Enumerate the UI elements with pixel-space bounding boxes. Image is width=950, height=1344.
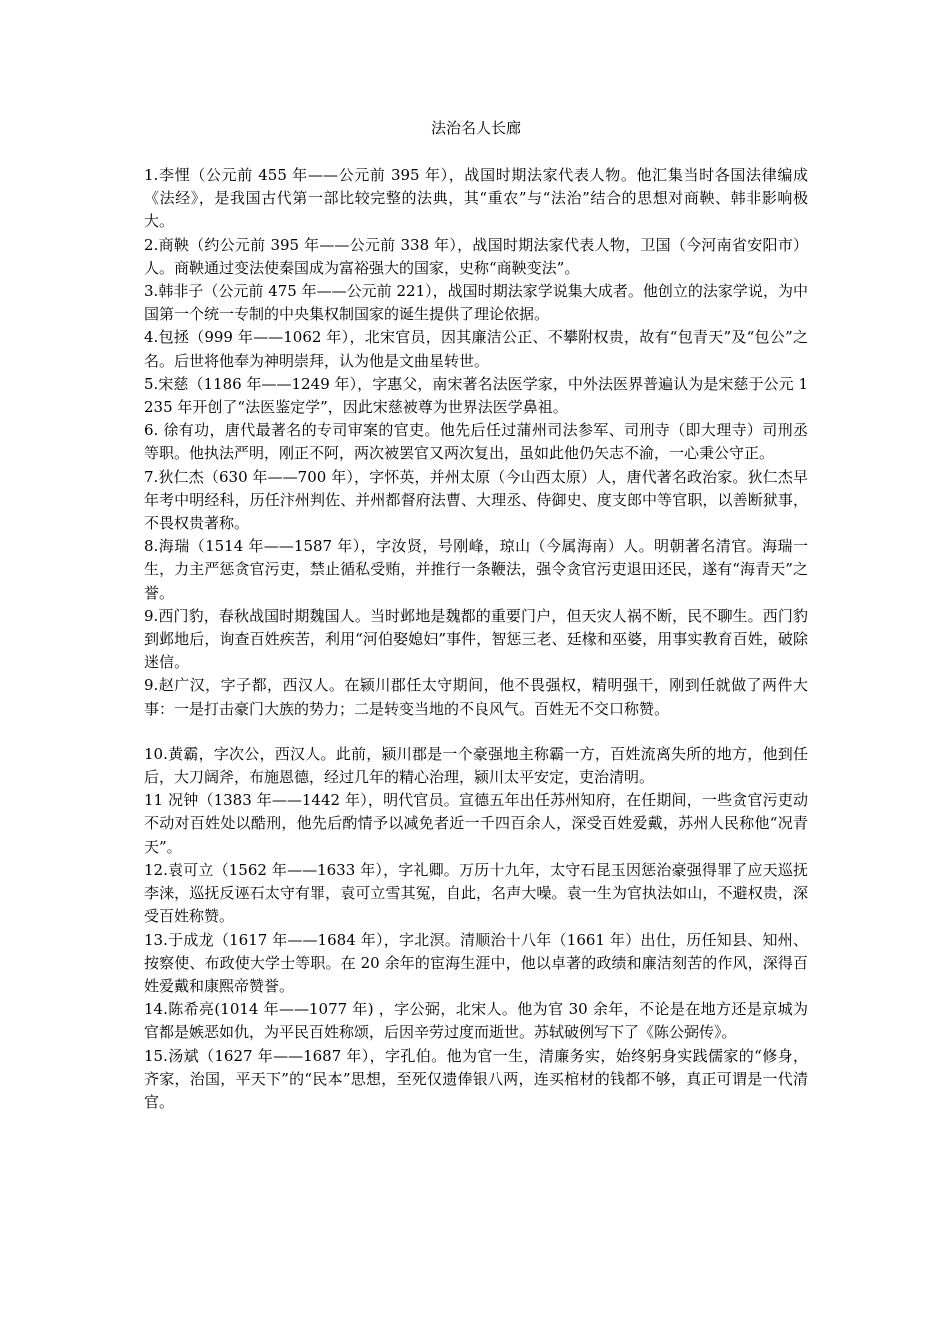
entry-kuang-zhong: 11 况钟（1383 年——1442 年），明代官员。宣德五年出任苏州知府，在任期间，一些贪官污吏动不动对百姓处以酷刑，他先后酌情予以减免者近一千四百余人，深受百姓爱戴，苏州人民称他“况青天”。 <box>144 791 808 856</box>
entry-xu-yougong: 6. 徐有功，唐代最著名的专司审案的官吏。他先后任过蒲州司法参军、司刑寺（即大理寺）司刑丞等职。他执法严明，刚正不阿，两次被罢官又两次复出，虽如此他仍矢志不渝，一心秉公守正。 <box>144 421 808 463</box>
entry-han-feizi: 3.韩非子（公元前 475 年——公元前 221），战国时期法家学说集大成者。他创立的法家学说，为中国第一个统一专制的中央集权制国家的诞生提供了理论依据。 <box>144 282 808 324</box>
entry-yuan-keli: 12.袁可立（1562 年——1633 年），字礼卿。万历十九年，太守石昆玉因惩治豪强得罪了应天巡抚李涞，巡抚反诬石太守有罪，袁可立雪其冤，自此，名声大噪。袁一生为官执法如山，不避权贵，深受百姓称赞。 <box>144 860 808 926</box>
entry-li-kui: 1.李悝（公元前 455 年——公元前 395 年），战国时期法家代表人物。他汇集当时各国法律编成《法经》，是我国古代第一部比较完整的法典，其“重农”与“法治”结合的思想对商鞅、韩非影响极大。 <box>144 166 808 231</box>
entry-list <box>144 164 808 1114</box>
entry-hai-rui: 8.海瑞（1514 年——1587 年），字汝贤，号刚峰，琼山（今属海南）人。明朝著名清官。海瑞一生，力主严惩贪官污吏，禁止循私受贿，并推行一条鞭法，强令贪官污吏退田还民，遂有“海青天”之誉。 <box>144 537 808 602</box>
entry-yu-chenglong: 13.于成龙（1617 年——1684 年），字北溟。清顺治十八年（1661 年）出仕，历任知县、知州、按察使、布政使大学士等职。在 20 余年的宦海生涯中，他以卓著的政绩和廉洁刻苦的作风，深得百姓爱戴和康熙帝赞誉。 <box>144 930 808 995</box>
entry-huang-ba: 10.黄霸，字次公，西汉人。此前，颍川郡是一个豪强地主称霸一方，百姓流离失所的地方，他到任后，大刀阔斧，布施恩德，经过几年的精心治理，颍川太平安定，吏治清明。 <box>144 744 808 787</box>
entry-ximen-bao: 9.西门豹，春秋战国时期魏国人。当时邺地是魏都的重要门户，但天灾人祸不断，民不聊生。西门豹到邺地后，询查百姓疾苦，利用“河伯娶媳妇”事件，智惩三老、廷椽和巫婆，用事实教育百姓，破除迷信。 <box>144 606 808 672</box>
entry-zhao-guanghan: 9.赵广汉，字子都，西汉人。在颍川郡任太守期间，他不畏强权，精明强干，刚到任就做了两件大事：一是打击豪门大族的势力；二是转变当地的不良风气。百姓无不交口称赞。 <box>144 676 808 718</box>
entry-di-renjie: 7.狄仁杰（630 年——700 年），字怀英，并州太原（今山西太原）人，唐代著名政治家。狄仁杰早年考中明经科，历任汴州判佐、并州都督府法曹、大理丞、侍御史、度支郎中等官职，以善断狱事，不畏权贵著称。 <box>144 467 808 533</box>
entry-shang-yang: 2.商鞅（约公元前 395 年——公元前 338 年），战国时期法家代表人物，卫国（今河南省安阳市）人。商鞅通过变法使秦国成为富裕强大的国家，史称“商鞅变法”。 <box>144 235 808 277</box>
entry-chen-xiliang: 14.陈希亮(1014 年——1077 年) ，字公弼，北宋人。他为官 30 余年，不论是在地方还是京城为官都是嫉恶如仇，为平民百姓称颂，后因辛劳过度而逝世。苏轼破例写下了《陈公弼传》。 <box>144 1000 808 1042</box>
document-title: 法治名人长廊 <box>430 119 521 137</box>
entry-song-ci: 5.宋慈（1186 年——1249 年），字惠父，南宋著名法医学家，中外法医界普遍认为是宋慈于公元 1235 年开创了“法医鉴定学”，因此宋慈被尊为世界法医学鼻祖。 <box>144 374 808 417</box>
entry-bao-zheng: 4.包拯（999 年——1062 年），北宋官员，因其廉洁公正、不攀附权贵，故有“包青天”及“包公”之名。后世将他奉为神明崇拜，认为他是文曲星转世。 <box>144 328 808 370</box>
entry-tang-bin: 15.汤斌（1627 年——1687 年），字孔伯。他为官一生，清廉务实，始终躬身实践儒家的“修身，齐家，治国，平天下”的“民本”思想，至死仅遗俸银八两，连买棺材的钱都不够，真正可谓是一代清官。 <box>144 1046 808 1111</box>
paragraph-gap <box>144 721 808 743</box>
